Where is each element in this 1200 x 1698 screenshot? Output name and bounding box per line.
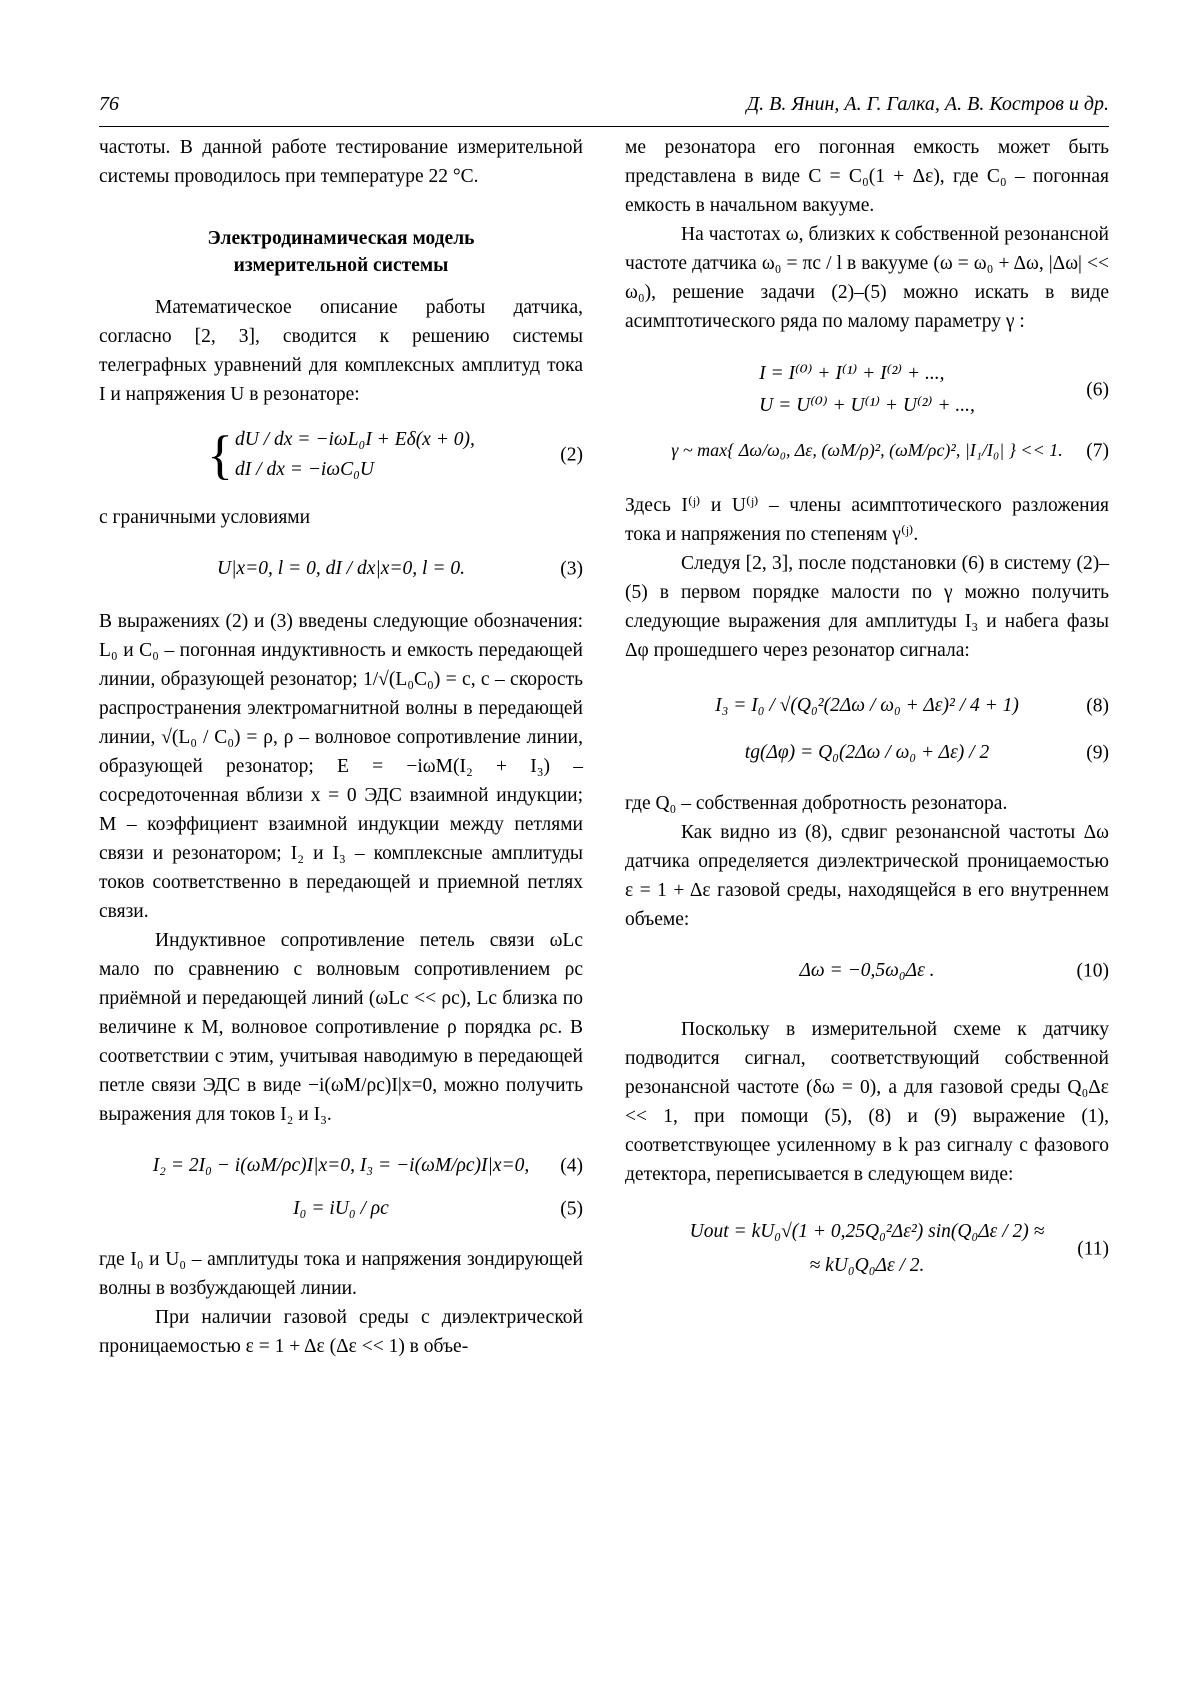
equation-7 [625, 436, 1109, 465]
equation-10 [625, 956, 1109, 985]
page-number: 76 [99, 93, 119, 115]
equation-body: I₂ = 2I₀ − i(ωM/ρc)I|x=0, I₃ = −i(ωM/ρc)I|x=0, [152, 1155, 530, 1176]
equation-11 [625, 1215, 1109, 1283]
paragraph: Математическое описание работы датчика, согласно [2, 3], сводится к решению системы телеграфных уравнений для комплексных амплитуд тока I и напряжения U в резонаторе: [99, 297, 583, 405]
equation-body: U|x=0, l = 0, dI / dx|x=0, l = 0. [216, 558, 466, 579]
equation-number: (7) [1086, 440, 1109, 461]
equation-body: Δω = −0,5ω₀Δε . [799, 960, 935, 981]
equation-number: (5) [560, 1198, 583, 1219]
paragraph: При наличии газовой среды с диэлектрической проницаемостью ε = 1 + Δε (Δε << 1) в объе- [99, 1307, 583, 1357]
paragraph: На частотах ω, близких к собственной резонансной частоте датчика ω₀ = πc / l в вакууме (ω = ω₀ + Δω, |Δω| << ω₀), решение задачи (2)–(5) можно искать в виде асимптотического ряда по малому параметру γ : [625, 224, 1109, 332]
equation-line: dU / dx = −iωL₀I + Eδ(x + 0), [235, 429, 475, 450]
equation-number: (3) [560, 558, 583, 579]
equation-number: (9) [1086, 742, 1109, 763]
equation-line: U = U⁽⁰⁾ + U⁽¹⁾ + U⁽²⁾ + ..., [759, 395, 975, 416]
paragraph: частоты. В данной работе тестирование измерительной системы проводилось при температуре 22 °C. [99, 137, 583, 187]
equation-2: { dU / dx = −iωL₀I + Eδ(x + 0), dI / dx = −iωC₀U (2) [207, 425, 583, 485]
equation-number: (8) [1086, 695, 1109, 716]
equation-8 [625, 691, 1109, 720]
left-column [99, 133, 583, 1361]
equation-number: (11) [1077, 1238, 1109, 1260]
header-rule [99, 126, 1109, 127]
paragraph: Здесь I⁽ʲ⁾ и U⁽ʲ⁾ – члены асимптотического разложения тока и напряжения по степеням γ⁽ʲ⁾. [625, 495, 1109, 545]
right-column [625, 133, 1109, 1283]
paragraph: В выражениях (2) и (3) введены следующие обозначения: L₀ и C₀ – погонная индуктивность и емкость передающей линии, образующей резонатор; 1/√(L₀C₀) = c, c – скорость распространения электромагнитной волны в передающей линии, √(L₀ / C₀) = ρ, ρ – волновое сопротивление линии, образующей резонатор; E = −iωM(I₂ + I₃) – сосредоточенная вблизи x = 0 ЭДС взаимной индукции; M – коэффициент взаимной индукции между петлями связи и резонатором; I₂ и I₃ – комплексные амплитуды токов соответственно в передающей и приемной петлях связи. [99, 611, 583, 922]
equation-line: I = I⁽⁰⁾ + I⁽¹⁾ + I⁽²⁾ + ..., [759, 363, 945, 384]
paragraph: где Q₀ – собственная добротность резонатора. [625, 793, 1008, 814]
equation-body: I₃ = I₀ / √(Q₀²(2Δω / ω₀ + Δε)² / 4 + 1) [715, 695, 1019, 716]
equation-4 [99, 1151, 583, 1180]
equation-9 [625, 738, 1109, 767]
equation-line: Uout = kU₀√(1 + 0,25Q₀²Δε²) sin(Q₀Δε / 2) ≈ [689, 1221, 1045, 1242]
equation-line: ≈ kU₀Q₀Δε / 2. [809, 1255, 925, 1276]
paragraph: Следуя [2, 3], после подстановки (6) в систему (2)–(5) в первом порядке малости по γ можно получить следующие выражения для амплитуды I₃ и набега фазы Δφ прошедшего через резонатор сигнала: [625, 553, 1109, 661]
paragraph: Как видно из (8), сдвиг резонансной частоты Δω датчика определяется диэлектрической проницаемостью ε = 1 + Δε газовой среды, находящейся в его внутреннем объеме: [625, 822, 1109, 930]
equation-number: (4) [560, 1155, 583, 1176]
equation-6 [625, 358, 1109, 422]
paragraph: Индуктивное сопротивление петель связи ωLc мало по сравнению с волновым сопротивлением ρc приёмной и передающей линий (ωLc << ρc), Lc близка по величине к M, волновое сопротивление ρ порядка ρc. В соответствии с этим, учитывая наводимую в передающей петле связи ЭДС в виде −i(ωM/ρc)I|x=0, можно получить выражения для токов I₂ и I₃. [99, 930, 583, 1125]
equation-number: (6) [1086, 379, 1109, 401]
running-header-authors: Д. В. Янин, А. Г. Галка, А. В. Костров и др. [746, 93, 1109, 115]
paragraph: где I₀ и U₀ – амплитуды тока и напряжения зондирующей волны в возбуждающей линии. [99, 1249, 583, 1299]
paragraph: с граничными условиями [99, 507, 311, 528]
equation-3 [99, 554, 583, 583]
section-heading-line: Электродинамическая модель [207, 228, 475, 249]
paragraph: ме резонатора его погонная емкость может быть представлена в виде C = C₀(1 + Δε), где C₀ – погонная емкость в начальном вакууме. [625, 137, 1109, 216]
equation-body: tg(Δφ) = Q₀(2Δω / ω₀ + Δε) / 2 [744, 742, 990, 763]
equation-line: dI / dx = −iωC₀U [235, 459, 374, 480]
equation-number: (2) [560, 444, 583, 466]
equation-body: I₀ = iU₀ / ρc [293, 1198, 389, 1219]
section-heading-line: измерительной системы [233, 255, 449, 276]
equation-body: γ ~ max{ Δω/ω₀, Δε, (ωM/ρ)², (ωM/ρc)², |I₁/I₀| } << 1. [671, 440, 1063, 460]
equation-5 [99, 1194, 583, 1223]
paragraph: Поскольку в измерительной схеме к датчику подводится сигнал, соответствующий собственной резонансной частоте (δω = 0), а для газовой среды Q₀Δε << 1, при помощи (5), (8) и (9) выражение (1), соответствующее усиленному в k раз сигналу с фазового детектора, переписывается в следующем виде: [625, 1019, 1109, 1185]
equation-number: (10) [1076, 960, 1109, 981]
